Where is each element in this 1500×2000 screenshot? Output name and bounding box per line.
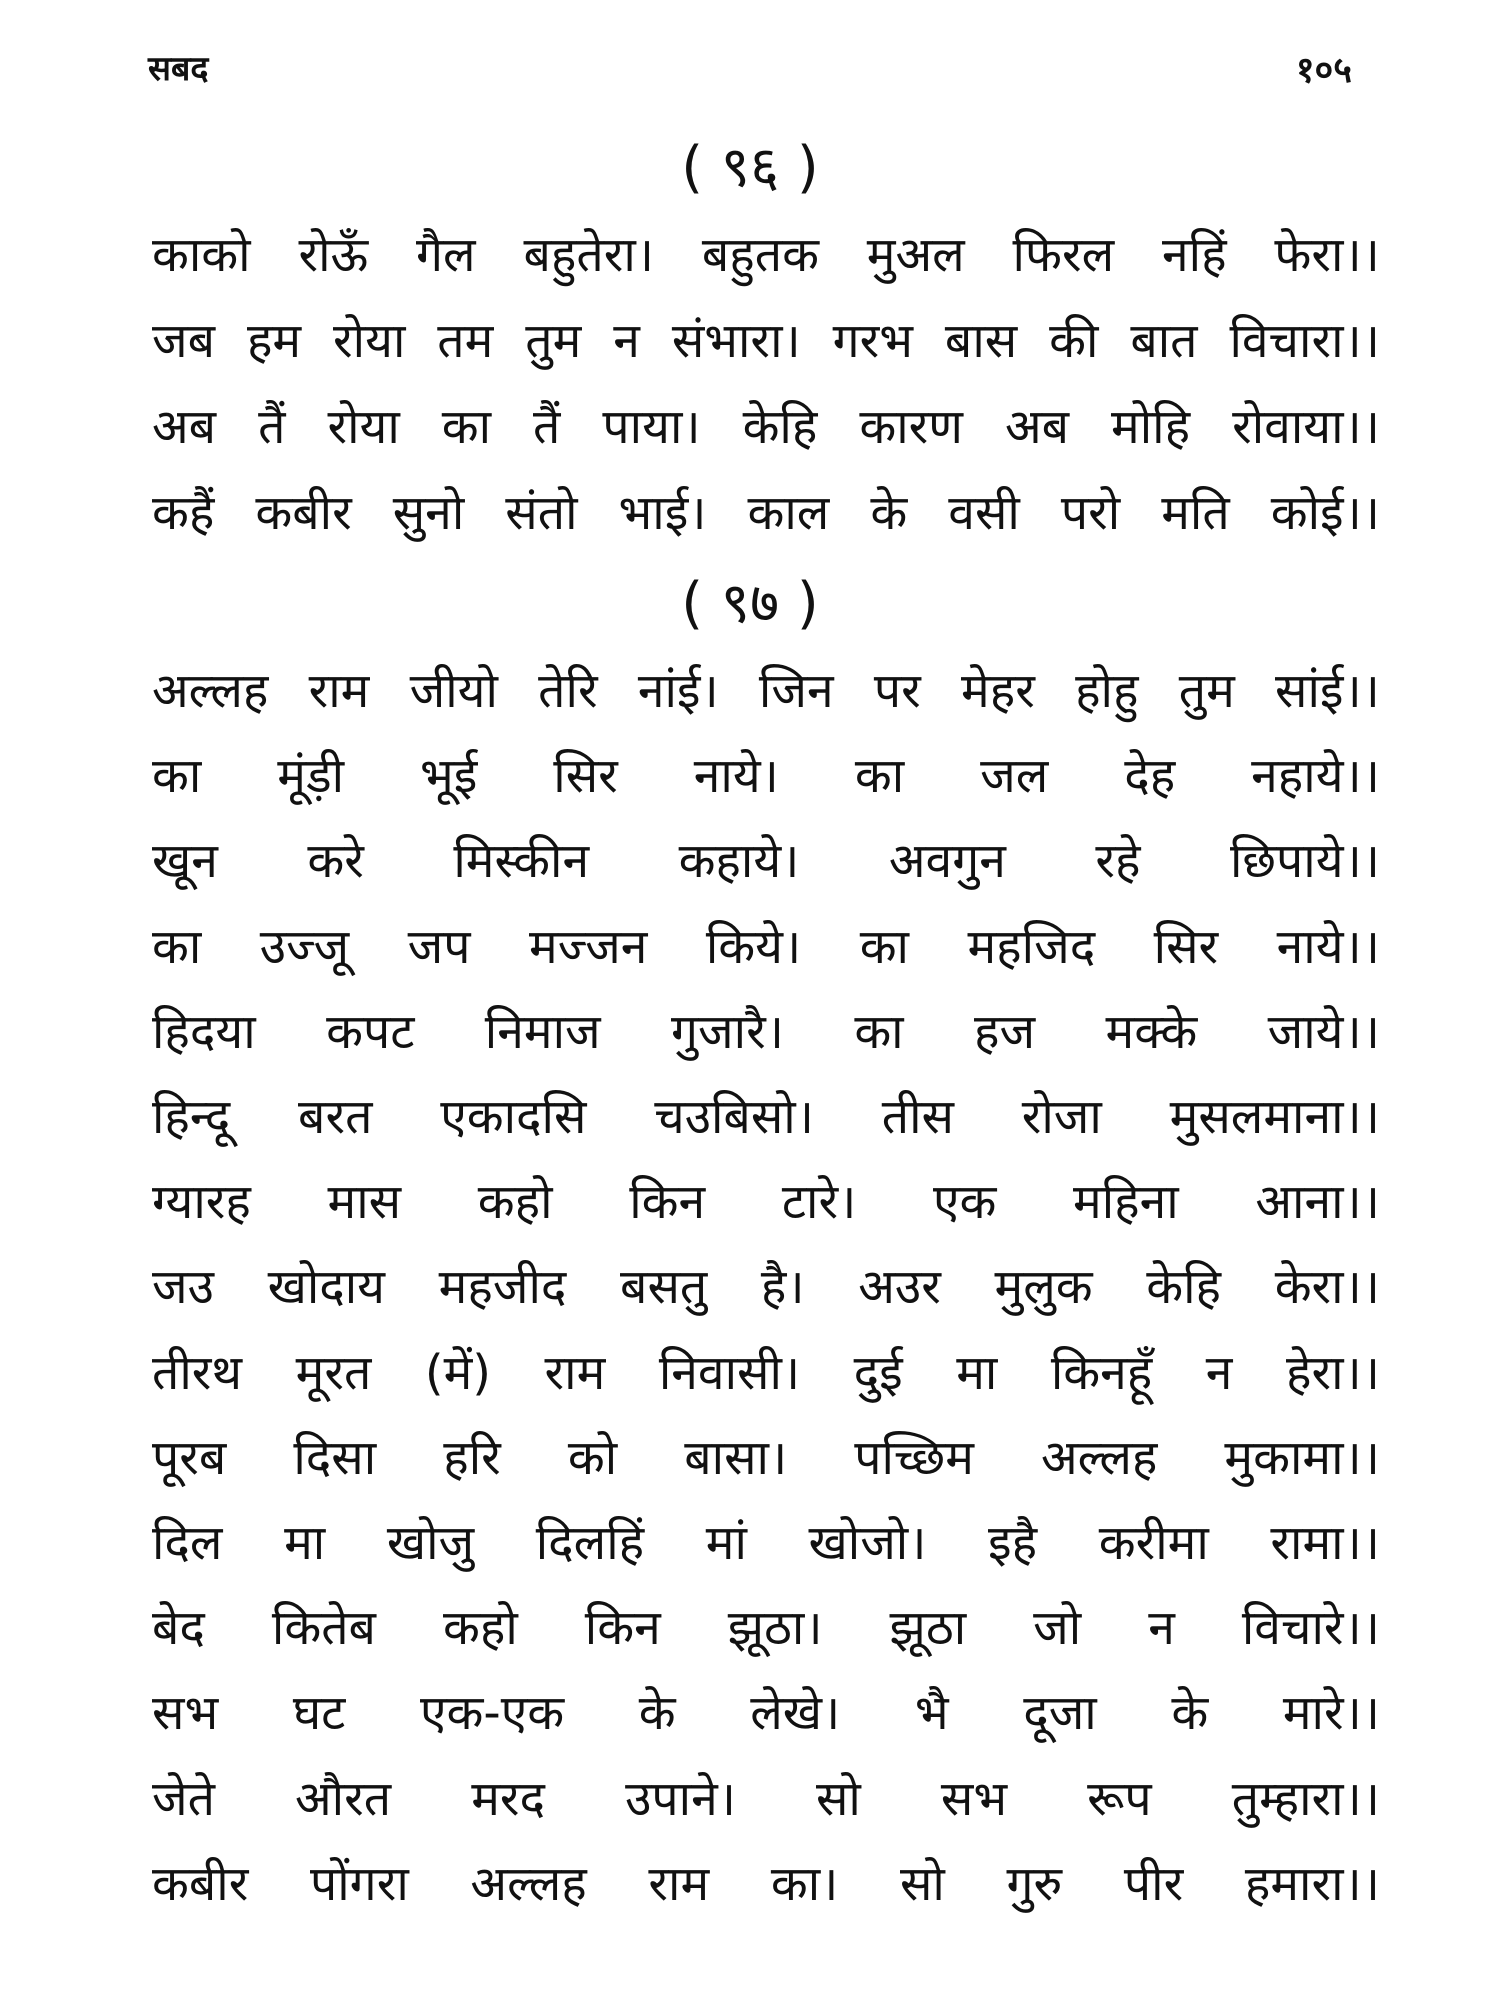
verse-word: उपाने। bbox=[625, 1770, 736, 1827]
verse-line bbox=[152, 1855, 1380, 1913]
verse-word: पाया। bbox=[602, 399, 701, 455]
verse-word: न bbox=[1148, 1600, 1175, 1657]
verse-line bbox=[152, 1003, 1380, 1061]
verse-word: रोया bbox=[327, 399, 400, 455]
verse-word: दिलहिं bbox=[535, 1515, 645, 1571]
verse-word: जब bbox=[152, 313, 216, 369]
verse-word: सांई।। bbox=[1275, 663, 1380, 719]
verse-word: मुलुक bbox=[994, 1259, 1093, 1316]
verse-word: बसतु bbox=[620, 1259, 708, 1316]
verse-word: जो bbox=[1033, 1600, 1082, 1657]
verse-word: बासा। bbox=[684, 1429, 788, 1486]
verse-word: कपट bbox=[326, 1003, 415, 1060]
verse-word: भूई bbox=[420, 748, 478, 805]
verse-word: रोजा bbox=[1021, 1089, 1102, 1145]
verse-word: मिस्कीन bbox=[453, 833, 590, 890]
verse-word: (में) bbox=[424, 1344, 492, 1401]
verse-word: जल bbox=[980, 748, 1049, 805]
verse-word: किन bbox=[584, 1600, 661, 1657]
verse-word: अब bbox=[1004, 399, 1070, 455]
verse-word: रहे bbox=[1095, 833, 1141, 890]
verse-word: गुरु bbox=[1006, 1855, 1063, 1912]
verse-word: अल्लह bbox=[1041, 1429, 1158, 1486]
verse-word: खोजु bbox=[386, 1515, 475, 1571]
verse-word: मेहर bbox=[961, 663, 1035, 719]
verse-word: तीस bbox=[881, 1089, 954, 1145]
verse-word: मारे।। bbox=[1282, 1685, 1380, 1742]
verse-word: नाये।। bbox=[1276, 918, 1380, 975]
verse-word: औरत bbox=[295, 1770, 392, 1827]
verse-word: कबीर bbox=[152, 1855, 249, 1912]
verse-word: करे bbox=[307, 833, 364, 890]
verse-word: घट bbox=[292, 1685, 346, 1742]
verse-word: महिना bbox=[1073, 1174, 1179, 1231]
verse-word: लेखे। bbox=[750, 1685, 841, 1742]
verse-word: न bbox=[613, 313, 640, 369]
verse-word: मुकामा।। bbox=[1224, 1429, 1380, 1486]
verse-line bbox=[152, 226, 1380, 284]
verse-word: किनहूँ bbox=[1050, 1344, 1153, 1401]
verse-line bbox=[152, 1258, 1380, 1316]
running-head bbox=[148, 44, 1352, 104]
verse-word: राम bbox=[308, 663, 370, 719]
verse-word: किये। bbox=[705, 918, 802, 975]
verse-word: जीयो bbox=[409, 663, 498, 719]
verse-line bbox=[152, 918, 1380, 976]
verse-word: अब bbox=[152, 399, 217, 455]
verse-word: रोया bbox=[333, 313, 406, 369]
verse-word: दूजा bbox=[1023, 1685, 1097, 1742]
verse-word: तीरथ bbox=[152, 1344, 243, 1401]
running-head-title: सबद bbox=[148, 49, 209, 89]
verse-line bbox=[152, 484, 1380, 542]
verse-line bbox=[152, 1344, 1380, 1402]
verse-word: कबीर bbox=[255, 485, 352, 541]
verse-word: काल bbox=[747, 485, 830, 541]
verse-word: कोई।। bbox=[1270, 485, 1380, 541]
verse-word: मति bbox=[1161, 485, 1230, 541]
verse-word: अउर bbox=[858, 1259, 941, 1316]
verse-word: एकादसि bbox=[440, 1089, 587, 1145]
verse-word: जेते bbox=[152, 1770, 215, 1827]
verse-word: हम bbox=[246, 313, 302, 369]
verse-word: चउबिसो। bbox=[654, 1089, 814, 1145]
verse-word: तैं bbox=[258, 399, 286, 455]
verse-word: मुसलमाना।। bbox=[1169, 1089, 1380, 1145]
verse-word: सुनो bbox=[392, 485, 465, 541]
verse-word: हमारा।। bbox=[1244, 1855, 1380, 1912]
verse-word: तेरि bbox=[538, 663, 598, 719]
verse-word: इहै bbox=[988, 1515, 1038, 1571]
verse-line bbox=[152, 312, 1380, 370]
verse-word: विचारे।। bbox=[1241, 1600, 1380, 1657]
verse-word: भाई। bbox=[618, 485, 707, 541]
verse-word: छिपाये।। bbox=[1229, 833, 1380, 890]
verse-line bbox=[152, 747, 1380, 805]
verse-word: संभारा। bbox=[671, 313, 801, 369]
verse-word: करीमा bbox=[1098, 1515, 1209, 1571]
verse-word: परो bbox=[1060, 485, 1121, 541]
section-number-96: ( ९६ ) bbox=[681, 135, 819, 200]
verse-line bbox=[152, 662, 1380, 720]
verse-word: दुई bbox=[853, 1344, 903, 1401]
verse-word: न bbox=[1205, 1344, 1233, 1401]
verse-word: पर bbox=[873, 663, 921, 719]
verse-word: मास bbox=[327, 1174, 402, 1231]
verse-word: मा bbox=[284, 1515, 326, 1571]
verse-word: रोवाया।। bbox=[1232, 399, 1380, 455]
verse-word: मोहि bbox=[1111, 399, 1191, 455]
verse-word: पच्छिम bbox=[854, 1429, 974, 1486]
verse-word: नहाये।। bbox=[1251, 748, 1380, 805]
verse-word: मूंड़ी bbox=[277, 748, 345, 805]
verse-word: महजिद bbox=[967, 918, 1096, 975]
verse-word: कहो bbox=[442, 1600, 518, 1657]
verse-word: सभ bbox=[152, 1685, 219, 1742]
verse-word: जिन bbox=[758, 663, 834, 719]
verse-word: तम bbox=[437, 313, 494, 369]
verse-word: कहैं bbox=[152, 485, 215, 541]
section-number-97: ( ९७ ) bbox=[681, 571, 819, 636]
verse-word: टारे। bbox=[781, 1174, 857, 1231]
verse-word: कहाये। bbox=[678, 833, 800, 890]
verse-word: मुअल bbox=[866, 227, 965, 283]
verse-word: दिसा bbox=[293, 1429, 377, 1486]
verse-line bbox=[152, 1514, 1380, 1572]
verse-word: होहु bbox=[1075, 663, 1139, 719]
verse-word: की bbox=[1049, 313, 1099, 369]
verse-word: तुम bbox=[525, 313, 582, 369]
verse-word: फेरा।। bbox=[1274, 227, 1380, 283]
verse-word: दिल bbox=[152, 1515, 223, 1571]
verse-word: भै bbox=[914, 1685, 949, 1742]
verse-word: वसी bbox=[948, 485, 1020, 541]
verse-word: का bbox=[854, 1003, 904, 1060]
verse-word: नांई। bbox=[637, 663, 719, 719]
verse-word: खोदाय bbox=[267, 1259, 386, 1316]
verse-word: मां bbox=[705, 1515, 747, 1571]
verse-word: सो bbox=[899, 1855, 945, 1912]
verse-word: केहि bbox=[742, 399, 818, 455]
verse-line bbox=[152, 1684, 1380, 1742]
verse-word: मरद bbox=[471, 1770, 546, 1827]
verse-word: खून bbox=[152, 833, 218, 890]
verse-word: के bbox=[870, 485, 908, 541]
verse-word: अल्लह bbox=[152, 663, 269, 719]
verse-word: ग्यारह bbox=[152, 1174, 251, 1231]
verse-word: कहो bbox=[477, 1174, 553, 1231]
verse-word: गैल bbox=[416, 227, 476, 283]
verse-word: फिरल bbox=[1012, 227, 1115, 283]
verse-word: झूठा bbox=[889, 1600, 967, 1657]
verse-word: मूरत bbox=[295, 1344, 372, 1401]
verse-word: सो bbox=[815, 1770, 861, 1827]
verse-word: झूठा। bbox=[727, 1600, 823, 1657]
verse-word: का। bbox=[770, 1855, 839, 1912]
verse-word: जप bbox=[407, 918, 471, 975]
verse-word: रूप bbox=[1087, 1770, 1152, 1827]
verse-word: देह bbox=[1124, 748, 1176, 805]
verse-word: संतो bbox=[505, 485, 578, 541]
verse-word: राम bbox=[648, 1855, 710, 1912]
verse-word: के bbox=[638, 1685, 676, 1742]
verse-word: बहुतक bbox=[701, 227, 819, 283]
verse-word: हिदया bbox=[152, 1003, 256, 1060]
verse-word: रामा।। bbox=[1270, 1515, 1380, 1571]
verse-word: उज्जू bbox=[259, 918, 350, 975]
verse-word: का bbox=[854, 748, 905, 805]
verse-word: को bbox=[567, 1429, 618, 1486]
verse-word: खोजो। bbox=[808, 1515, 927, 1571]
verse-line bbox=[152, 832, 1380, 890]
verse-word: विचारा।। bbox=[1229, 313, 1380, 369]
verse-word: बास bbox=[944, 313, 1018, 369]
verse-word: तुम bbox=[1178, 663, 1235, 719]
verse-word: सिर bbox=[1153, 918, 1219, 975]
verse-line bbox=[152, 1173, 1380, 1231]
verse-word: नाये। bbox=[693, 748, 779, 805]
verse-word: अल्लह bbox=[470, 1855, 587, 1912]
verse-word: का bbox=[441, 399, 492, 455]
verse-word: एक bbox=[932, 1174, 997, 1231]
verse-word: जउ bbox=[152, 1259, 214, 1316]
verse-word: पूरब bbox=[152, 1429, 227, 1486]
verse-line bbox=[152, 1770, 1380, 1828]
verse-word: काको bbox=[152, 227, 251, 283]
verse-word: हिन्दू bbox=[152, 1089, 231, 1145]
verse-word: केहि bbox=[1146, 1259, 1222, 1316]
verse-word: हज bbox=[974, 1003, 1036, 1060]
verse-word: कारण bbox=[859, 399, 963, 455]
verse-line bbox=[152, 1088, 1380, 1146]
verse-word: बात bbox=[1130, 313, 1198, 369]
verse-word: रोऊँ bbox=[298, 227, 369, 283]
verse-word: निवासी। bbox=[658, 1344, 801, 1401]
verse-word: एक-एक bbox=[419, 1685, 565, 1742]
verse-word: बहुतेरा। bbox=[523, 227, 654, 283]
verse-word: मक्के bbox=[1105, 1003, 1198, 1060]
verse-word: तुम्हारा।। bbox=[1231, 1770, 1380, 1827]
verse-line bbox=[152, 398, 1380, 456]
page-number: १०५ bbox=[1295, 50, 1352, 91]
verse-word: केरा।। bbox=[1274, 1259, 1380, 1316]
verse-word: महजीद bbox=[438, 1259, 567, 1316]
verse-word: बेद bbox=[152, 1600, 205, 1657]
verse-word: हरि bbox=[443, 1429, 501, 1486]
verse-word: सिर bbox=[553, 748, 618, 805]
verse-word: के bbox=[1171, 1685, 1209, 1742]
verse-word: मज्जन bbox=[528, 918, 648, 975]
verse-line bbox=[152, 1599, 1380, 1657]
verse-word: बरत bbox=[298, 1089, 373, 1145]
verse-word: गुजारै। bbox=[671, 1003, 784, 1060]
verse-word: निमाज bbox=[484, 1003, 601, 1060]
verse-word: का bbox=[152, 748, 202, 805]
verse-word: तैं bbox=[533, 399, 561, 455]
verse-word: राम bbox=[544, 1344, 606, 1401]
verse-word: कितेब bbox=[271, 1600, 376, 1657]
verse-word: किन bbox=[629, 1174, 706, 1231]
verse-word: आना।। bbox=[1255, 1174, 1380, 1231]
verse-word: का bbox=[152, 918, 202, 975]
verse-line bbox=[152, 1429, 1380, 1487]
verse-word: जाये।। bbox=[1267, 1003, 1380, 1060]
verse-word: का bbox=[859, 918, 909, 975]
verse-word: पोंगरा bbox=[309, 1855, 409, 1912]
verse-word: पीर bbox=[1123, 1855, 1184, 1912]
verse-word: गरभ bbox=[832, 313, 914, 369]
verse-word: नहिं bbox=[1162, 227, 1227, 283]
verse-word: सभ bbox=[940, 1770, 1008, 1827]
verse-word: हेरा।। bbox=[1285, 1344, 1380, 1401]
verse-word: अवगुन bbox=[888, 833, 1006, 890]
verse-word: है। bbox=[760, 1259, 805, 1316]
verse-word: मा bbox=[956, 1344, 998, 1401]
